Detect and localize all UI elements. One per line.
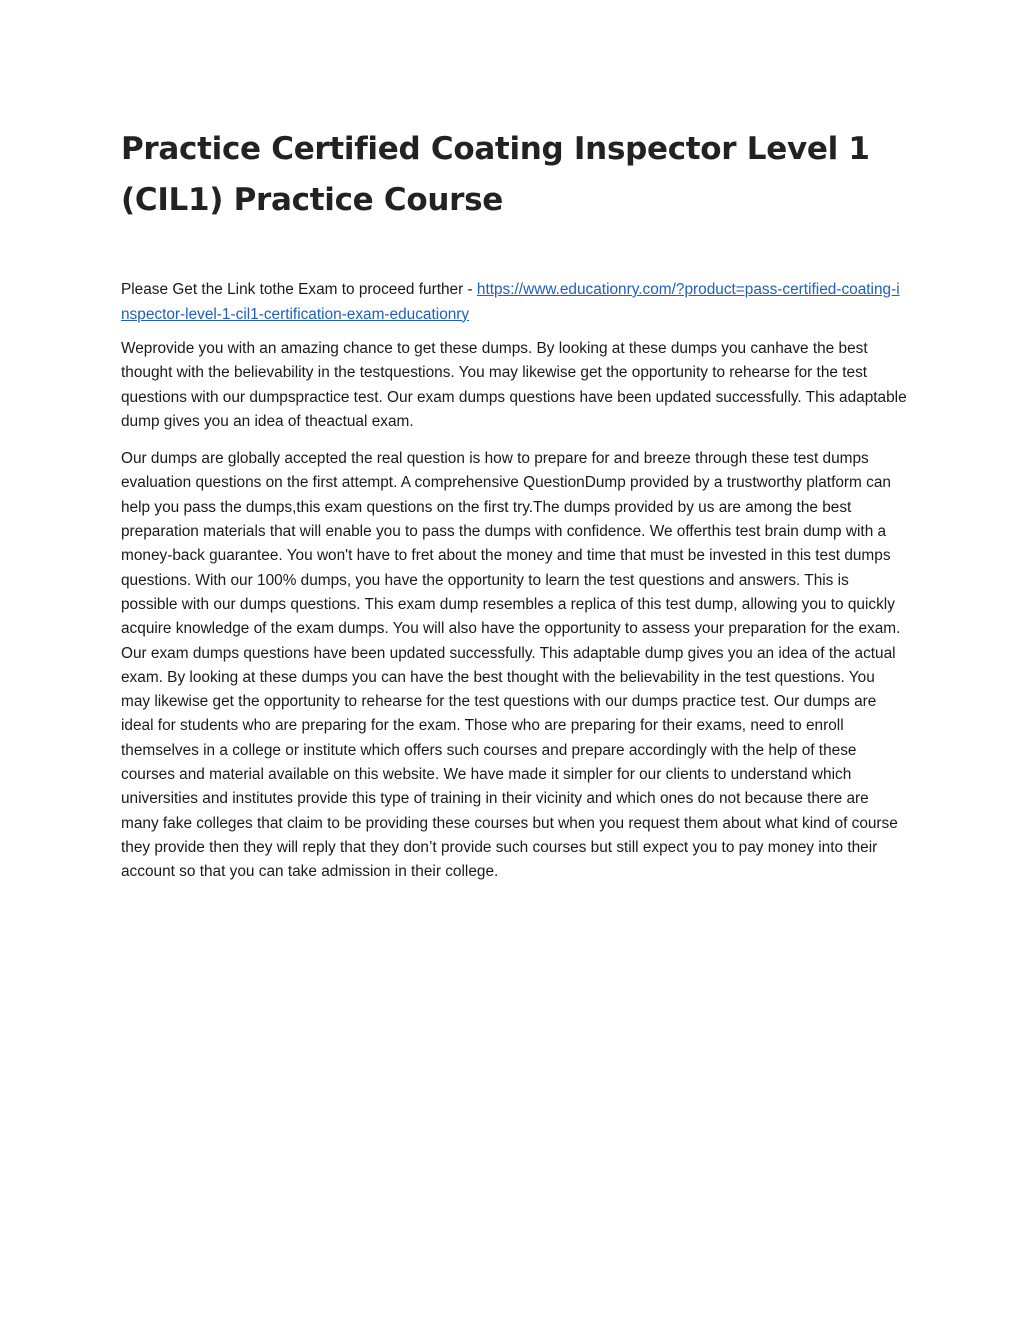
- exam-link[interactable]: https://www.educationry.com/?product=pass-certified-coating-inspector-level-1-cil1-certification-exam-educationry: [121, 281, 900, 323]
- intro-text: Please Get the Link tothe Exam to proceed further -: [121, 281, 477, 298]
- body-paragraph-1: Weprovide you with an amazing chance to get these dumps. By looking at these dumps you canhave the best thought with the believability in the testquestions. You may likewise get the opportunity to rehearse for the test questions with our dumpspractice test. Our exam dumps questions have been updated successfully. This adaptable dump gives you an idea of theactual exam.: [121, 340, 907, 430]
- body-paragraph-2: Our dumps are globally accepted the real question is how to prepare for and breeze through these test dumps evaluation questions on the first attempt. A comprehensive QuestionDump provided by a trustworthy platform can help you pass the dumps,this exam questions on the first try.The dumps provided by us are among the best preparation materials that will enable you to pass the dumps with confidence. We offerthis test brain dump with a money-back guarantee. You won't have to fret about the money and time that must be invested in this test dumps questions. With our 100% dumps, you have the opportunity to learn the test questions and answers. This is possible with our dumps questions. This exam dump resembles a replica of this test dump, allowing you to quickly acquire knowledge of the exam dumps. You will also have the opportunity to assess your preparation for the exam. Our exam dumps questions have been updated successfully. This adaptable dump gives you an idea of the actual exam. By looking at these dumps you can have the best thought with the believability in the test questions. You may likewise get the opportunity to rehearse for the test questions with our dumps practice test. Our dumps are ideal for students who are preparing for the exam. Those who are preparing for their exams, need to enroll themselves in a college or institute which offers such courses and prepare accordingly with the help of these courses and material available on this website. We have made it simpler for our clients to understand which universities and institutes provide this type of training in their vicinity and which ones do not because there are many fake colleges that claim to be providing these courses but when you request them about what kind of course they provide then they will reply that they don’t provide such courses but still expect you to pay money into their account so that you can take admission in their college.: [121, 450, 901, 881]
- title-line-1: Practice Certified Coating Inspector Level 1: [121, 131, 870, 167]
- document-page: [121, 124, 907, 885]
- intro-paragraph: [121, 278, 907, 327]
- page-title: [121, 124, 907, 226]
- title-line-2: (CIL1) Practice Course: [121, 182, 503, 218]
